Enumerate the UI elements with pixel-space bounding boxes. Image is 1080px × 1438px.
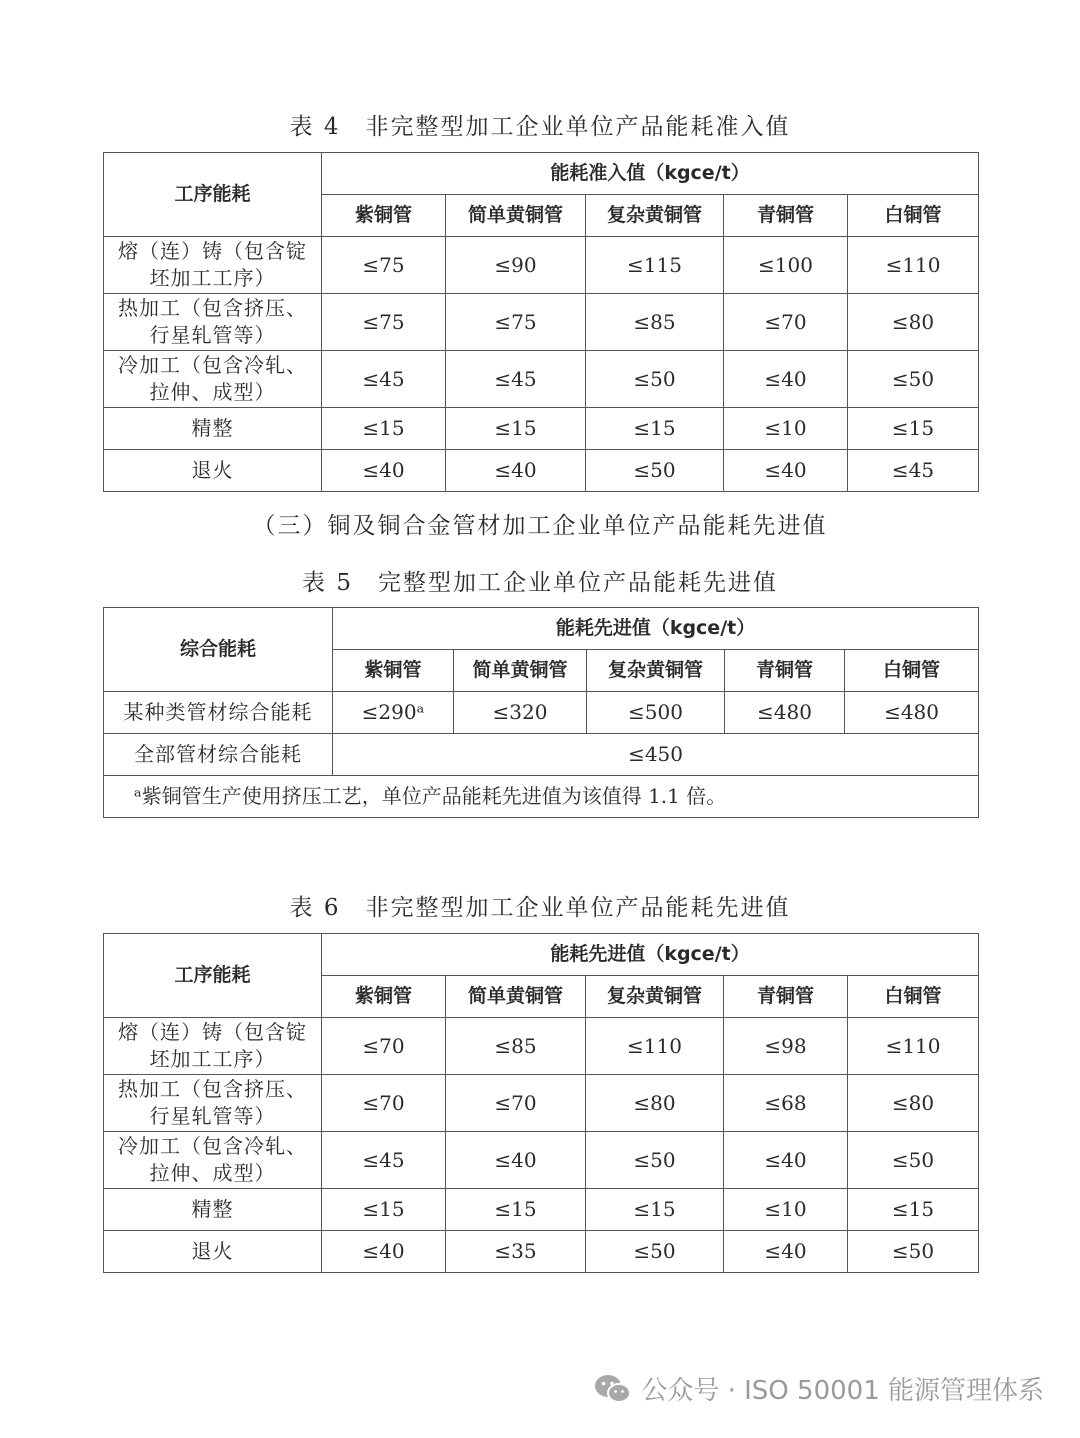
table-cell: ≤10 (724, 1189, 848, 1231)
table-cell: ≤100 (724, 237, 848, 294)
table-cell: ≤480 (725, 692, 845, 734)
table5 (103, 607, 979, 818)
table-cell: ≤50 (586, 1231, 724, 1273)
table6-caption: 表 6 非完整型加工企业单位产品能耗先进值 (289, 895, 791, 921)
table-cell: ≤40 (724, 450, 848, 492)
table6-col-header: 白铜管 (848, 976, 979, 1018)
table6-col-header: 紫铜管 (322, 976, 446, 1018)
table-cell: ≤15 (322, 1189, 446, 1231)
section-heading: （三）铜及铜合金管材加工企业单位产品能耗先进值 (252, 513, 828, 539)
table-row (104, 351, 979, 408)
table-cell: ≤110 (848, 237, 979, 294)
table4-group-header: 能耗准入值（kgce/t） (322, 153, 979, 195)
table-cell: ≤15 (322, 408, 446, 450)
table-cell: ≤70 (446, 1075, 586, 1132)
table-row (104, 237, 979, 294)
table6-col-header: 简单黄铜管 (446, 976, 586, 1018)
table6-col-header: 青铜管 (724, 976, 848, 1018)
table-cell: ≤45 (848, 450, 979, 492)
table5-col-header: 紫铜管 (333, 650, 454, 692)
table-row (104, 1231, 979, 1273)
table5-col-header: 白铜管 (845, 650, 979, 692)
table-cell: ≤45 (322, 1132, 446, 1189)
table-cell: ≤70 (322, 1018, 446, 1075)
table-cell: ≤15 (446, 408, 586, 450)
table-cell: ≤80 (848, 294, 979, 351)
table-cell: ≤50 (848, 351, 979, 408)
table4-caption: 表 4 非完整型加工企业单位产品能耗准入值 (289, 114, 791, 140)
table-cell: ≤110 (848, 1018, 979, 1075)
row-label: 精整 (104, 408, 322, 450)
table5-col-header: 简单黄铜管 (454, 650, 587, 692)
table-cell: ≤80 (848, 1075, 979, 1132)
table-note-row (104, 776, 979, 818)
table-cell: ≤45 (322, 351, 446, 408)
table4-row-header: 工序能耗 (104, 153, 322, 237)
table-row (104, 1189, 979, 1231)
table-cell: ≤40 (724, 1231, 848, 1273)
table5-col-header: 复杂黄铜管 (587, 650, 725, 692)
table6-group-header: 能耗先进值（kgce/t） (322, 934, 979, 976)
table-row (104, 734, 979, 776)
table-cell: ≤15 (848, 408, 979, 450)
row-label: 退火 (104, 1231, 322, 1273)
row-label: 某种类管材综合能耗 (104, 692, 333, 734)
table-cell: ≤40 (322, 1231, 446, 1273)
table4-col-header: 青铜管 (724, 195, 848, 237)
table-cell: ≤75 (446, 294, 586, 351)
table-cell: ≤75 (322, 294, 446, 351)
table5-caption: 表 5 完整型加工企业单位产品能耗先进值 (302, 570, 778, 596)
table6 (103, 933, 979, 1273)
watermark-text: 公众号 · ISO 50001 能源管理体系 (641, 1376, 1044, 1406)
row-label: 热加工（包含挤压、 行星轧管等） (104, 294, 322, 351)
table-cell: ≤480 (845, 692, 979, 734)
row-label: 熔（连）铸（包含锭 坯加工工序） (104, 237, 322, 294)
table5-group-header: 能耗先进值（kgce/t） (333, 608, 979, 650)
table-row (104, 1132, 979, 1189)
table-cell: ≤320 (454, 692, 587, 734)
row-label: 冷加工（包含冷轧、 拉伸、成型） (104, 351, 322, 408)
table-cell: ≤70 (724, 294, 848, 351)
table-row (104, 1075, 979, 1132)
table5-row-header: 综合能耗 (104, 608, 333, 692)
table4-col-header: 简单黄铜管 (446, 195, 586, 237)
row-label: 退火 (104, 450, 322, 492)
table4-col-header: 紫铜管 (322, 195, 446, 237)
table6-col-header: 复杂黄铜管 (586, 976, 724, 1018)
table-cell: ≤40 (724, 351, 848, 408)
table4-col-header: 复杂黄铜管 (586, 195, 724, 237)
table-cell: ≤50 (848, 1231, 979, 1273)
table6-row-header: 工序能耗 (104, 934, 322, 1018)
table-cell: ≤98 (724, 1018, 848, 1075)
table-cell: ≤40 (322, 450, 446, 492)
table-row (104, 692, 979, 734)
table-cell: ≤450 (333, 734, 979, 776)
table-cell: ≤35 (446, 1231, 586, 1273)
table-row (104, 450, 979, 492)
table-cell: ≤40 (724, 1132, 848, 1189)
table4-col-header: 白铜管 (848, 195, 979, 237)
row-label: 冷加工（包含冷轧、 拉伸、成型） (104, 1132, 322, 1189)
table-cell: ≤290ᵃ (333, 692, 454, 734)
table-cell: ≤75 (322, 237, 446, 294)
table-cell: ≤15 (586, 1189, 724, 1231)
table4 (103, 152, 979, 492)
table-cell: ≤115 (586, 237, 724, 294)
table-cell: ≤110 (586, 1018, 724, 1075)
table-cell: ≤90 (446, 237, 586, 294)
table-cell: ≤68 (724, 1075, 848, 1132)
table-cell: ≤50 (586, 1132, 724, 1189)
table-row (104, 1018, 979, 1075)
row-label: 热加工（包含挤压、 行星轧管等） (104, 1075, 322, 1132)
table-cell: ≤40 (446, 450, 586, 492)
row-label: 精整 (104, 1189, 322, 1231)
table-cell: ≤70 (322, 1075, 446, 1132)
table-cell: ≤500 (587, 692, 725, 734)
table-cell: ≤15 (446, 1189, 586, 1231)
table-cell: ≤85 (446, 1018, 586, 1075)
table-cell: ≤45 (446, 351, 586, 408)
table5-col-header: 青铜管 (725, 650, 845, 692)
table-note: ᵃ紫铜管生产使用挤压工艺，单位产品能耗先进值为该值得 1.1 倍。 (104, 776, 979, 818)
table-cell: ≤15 (586, 408, 724, 450)
table-cell: ≤85 (586, 294, 724, 351)
watermark (593, 1370, 1044, 1407)
wechat-icon (593, 1372, 633, 1406)
table-cell: ≤50 (848, 1132, 979, 1189)
table-cell: ≤40 (446, 1132, 586, 1189)
table-row (104, 294, 979, 351)
table-cell: ≤10 (724, 408, 848, 450)
table-cell: ≤50 (586, 351, 724, 408)
row-label: 熔（连）铸（包含锭 坯加工工序） (104, 1018, 322, 1075)
table-cell: ≤80 (586, 1075, 724, 1132)
table-cell: ≤50 (586, 450, 724, 492)
table-row (104, 408, 979, 450)
table-cell: ≤15 (848, 1189, 979, 1231)
row-label: 全部管材综合能耗 (104, 734, 333, 776)
